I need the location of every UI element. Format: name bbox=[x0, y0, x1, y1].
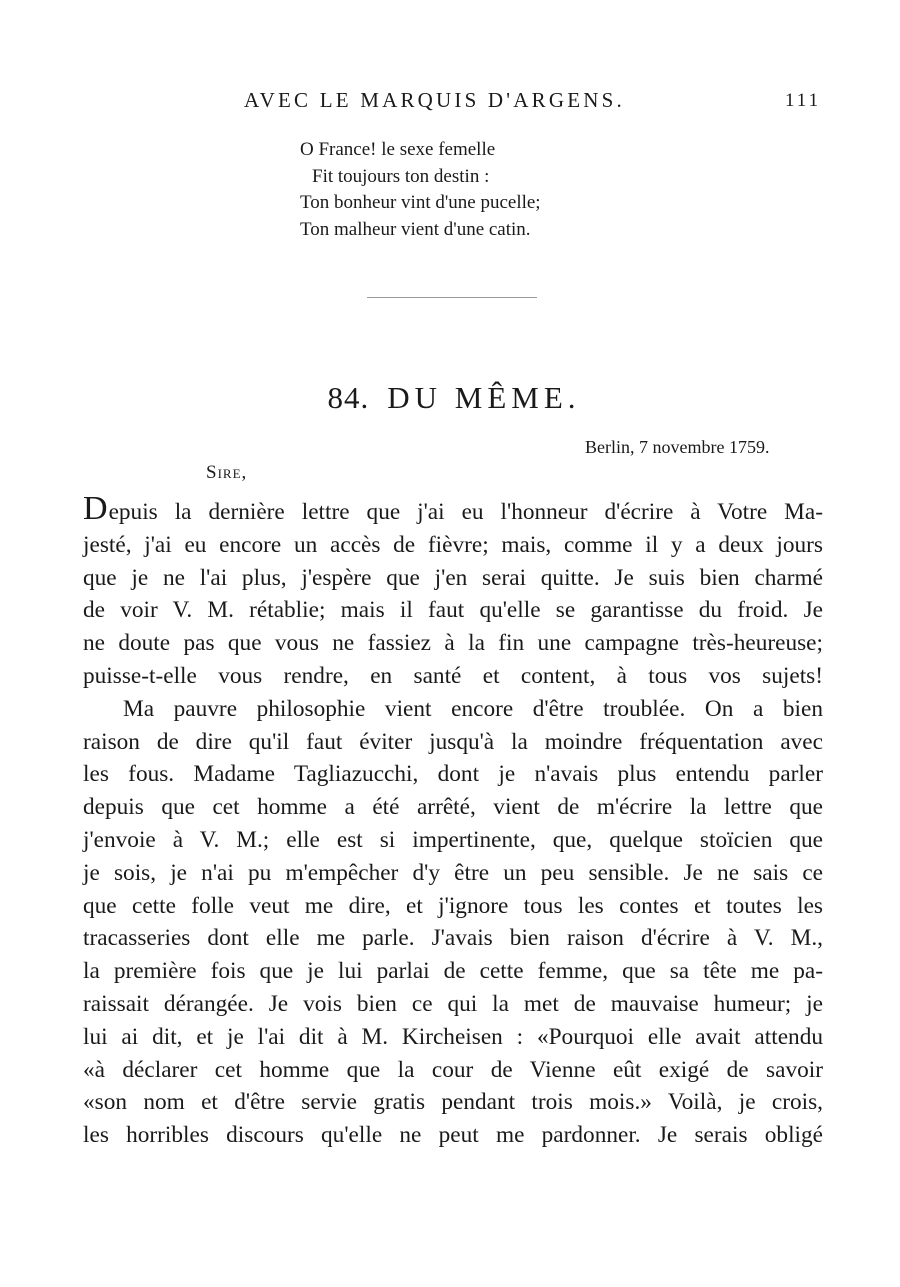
text-line: depuis que cet homme a été arrêté, vient de m'écrire la lettre que bbox=[83, 794, 823, 821]
text-line: j'envoie à V. M.; elle est si impertinente, que, quelque stoïcien que bbox=[83, 826, 823, 853]
verse-block bbox=[300, 137, 541, 243]
section-divider bbox=[367, 297, 537, 298]
drop-cap: D bbox=[83, 490, 108, 527]
text-line: raison de dire qu'il faut éviter jusqu'à la moindre fréquentation avec bbox=[83, 728, 823, 755]
letter-title: DU MÊME. bbox=[387, 380, 581, 415]
letter-heading bbox=[0, 380, 900, 416]
verse-line: Fit toujours ton destin : bbox=[312, 165, 490, 187]
text-line: Ma pauvre philosophie vient encore d'être troublée. On a bien bbox=[123, 695, 823, 722]
text-line: les fous. Madame Tagliazucchi, dont je n'avais plus entendu parler bbox=[83, 761, 823, 788]
text-line: que je ne l'ai plus, j'espère que j'en serai quitte. Je suis bien charmé bbox=[83, 564, 823, 591]
text-line: que cette folle veut me dire, et j'ignore tous les contes et toutes les bbox=[83, 892, 823, 919]
text-line: de voir V. M. rétablie; mais il faut qu'elle se garantisse du froid. Je bbox=[83, 597, 823, 624]
text-line-content: epuis la dernière lettre que j'ai eu l'honneur d'écrire à Votre Ma- bbox=[108, 499, 823, 525]
text-line: la première fois que je lui parlai de cette femme, que sa tête me pa- bbox=[83, 958, 823, 985]
text-line: puisse-t-elle vous rendre, en santé et content, à tous vos sujets! bbox=[83, 662, 823, 689]
verse-line: O France! le sexe femelle bbox=[300, 139, 496, 160]
text-line: «son nom et d'être servie gratis pendant trois mois.» Voilà, je crois, bbox=[83, 1089, 823, 1116]
text-line: jesté, j'ai eu encore un accès de fièvre; mais, comme il y a deux jours bbox=[83, 531, 823, 558]
text-line: «à déclarer cet homme que la cour de Vienne eût exigé de savoir bbox=[83, 1056, 823, 1083]
text-line: les horribles discours qu'elle ne peut me pardonner. Je serais obligé bbox=[83, 1122, 823, 1149]
verse-line: Ton bonheur vint d'une pucelle; bbox=[300, 192, 541, 213]
text-line: tracasseries dont elle me parle. J'avais bien raison d'écrire à V. M., bbox=[83, 925, 823, 952]
text-line bbox=[83, 490, 823, 529]
running-title: AVEC LE MARQUIS D'ARGENS. bbox=[244, 88, 625, 112]
text-line: lui ai dit, et je l'ai dit à M. Kircheisen : «Pourquoi elle avait attendu bbox=[83, 1023, 823, 1050]
letter-number: 84. bbox=[327, 380, 370, 415]
text-line: ne doute pas que vous ne fassiez à la fin une campagne très-heureuse; bbox=[83, 630, 823, 657]
text-line: raissait dérangée. Je vois bien ce qui la met de mauvaise humeur; je bbox=[83, 990, 823, 1017]
verse-line: Ton malheur vient d'une catin. bbox=[300, 218, 531, 240]
dateline: Berlin, 7 novembre 1759. bbox=[585, 437, 770, 457]
salutation: Sire, bbox=[206, 462, 248, 483]
page-number: 111 bbox=[785, 90, 822, 111]
running-head bbox=[0, 88, 900, 118]
letter-body bbox=[83, 490, 823, 1152]
text-line: je sois, je n'ai pu m'empêcher d'y être un peu sensible. Je ne sais ce bbox=[83, 859, 823, 886]
